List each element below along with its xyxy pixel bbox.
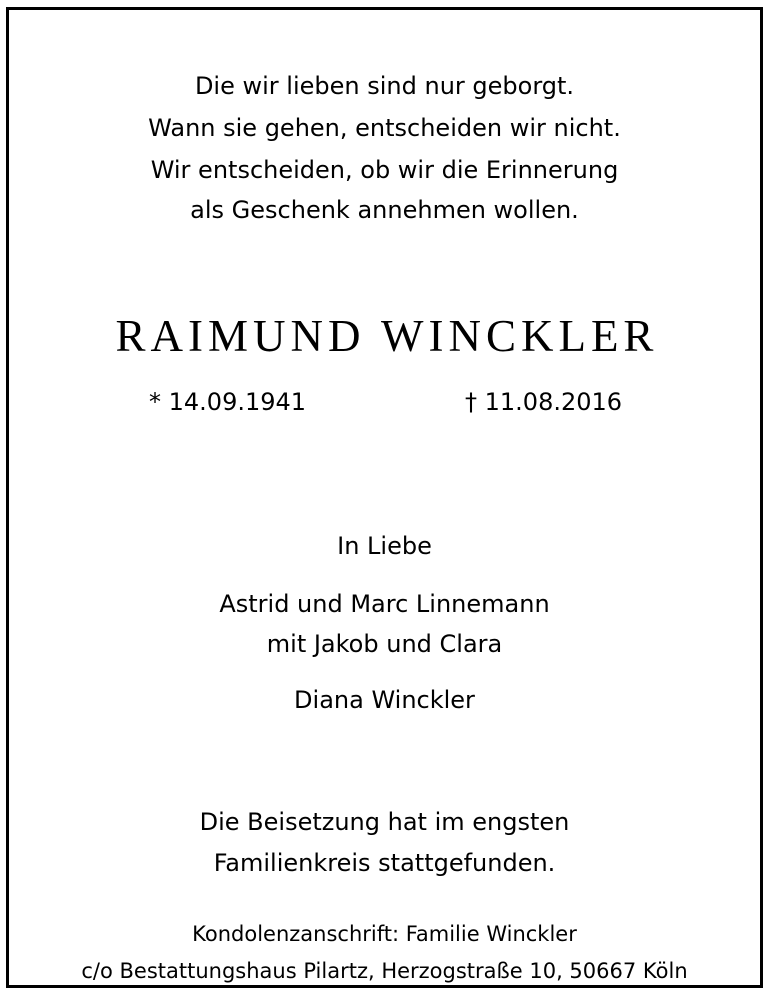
poem-line-1: Die wir lieben sind nur geborgt. bbox=[194, 72, 575, 100]
obituary-frame bbox=[6, 7, 763, 988]
mourner-line-2: mit Jakob und Clara bbox=[266, 630, 503, 658]
mourner-line-3: Diana Winckler bbox=[294, 686, 475, 714]
poem-line-4: als Geschenk annehmen wollen. bbox=[190, 196, 579, 224]
birth-date: * 14.09.1941 bbox=[149, 388, 307, 416]
death-date: † 11.08.2016 bbox=[465, 388, 623, 416]
mourner-line-1: Astrid und Marc Linnemann bbox=[219, 590, 550, 618]
poem-line-3: Wir entscheiden, ob wir die Erinnerung bbox=[150, 156, 619, 184]
burial-note-line-2: Familienkreis stattgefunden. bbox=[213, 849, 556, 877]
burial-note-line-1: Die Beisetzung hat im engsten bbox=[199, 808, 570, 836]
mourners-intro: In Liebe bbox=[337, 532, 432, 560]
condolence-address-line-2: c/o Bestattungshaus Pilartz, Herzogstraße 10, 50667 Köln bbox=[81, 959, 688, 983]
poem-line-2: Wann sie gehen, entscheiden wir nicht. bbox=[148, 114, 621, 142]
deceased-name: RAIMUND WINCKLER bbox=[115, 311, 659, 361]
condolence-address-line-1: Kondolenzanschrift: Familie Winckler bbox=[192, 922, 577, 946]
